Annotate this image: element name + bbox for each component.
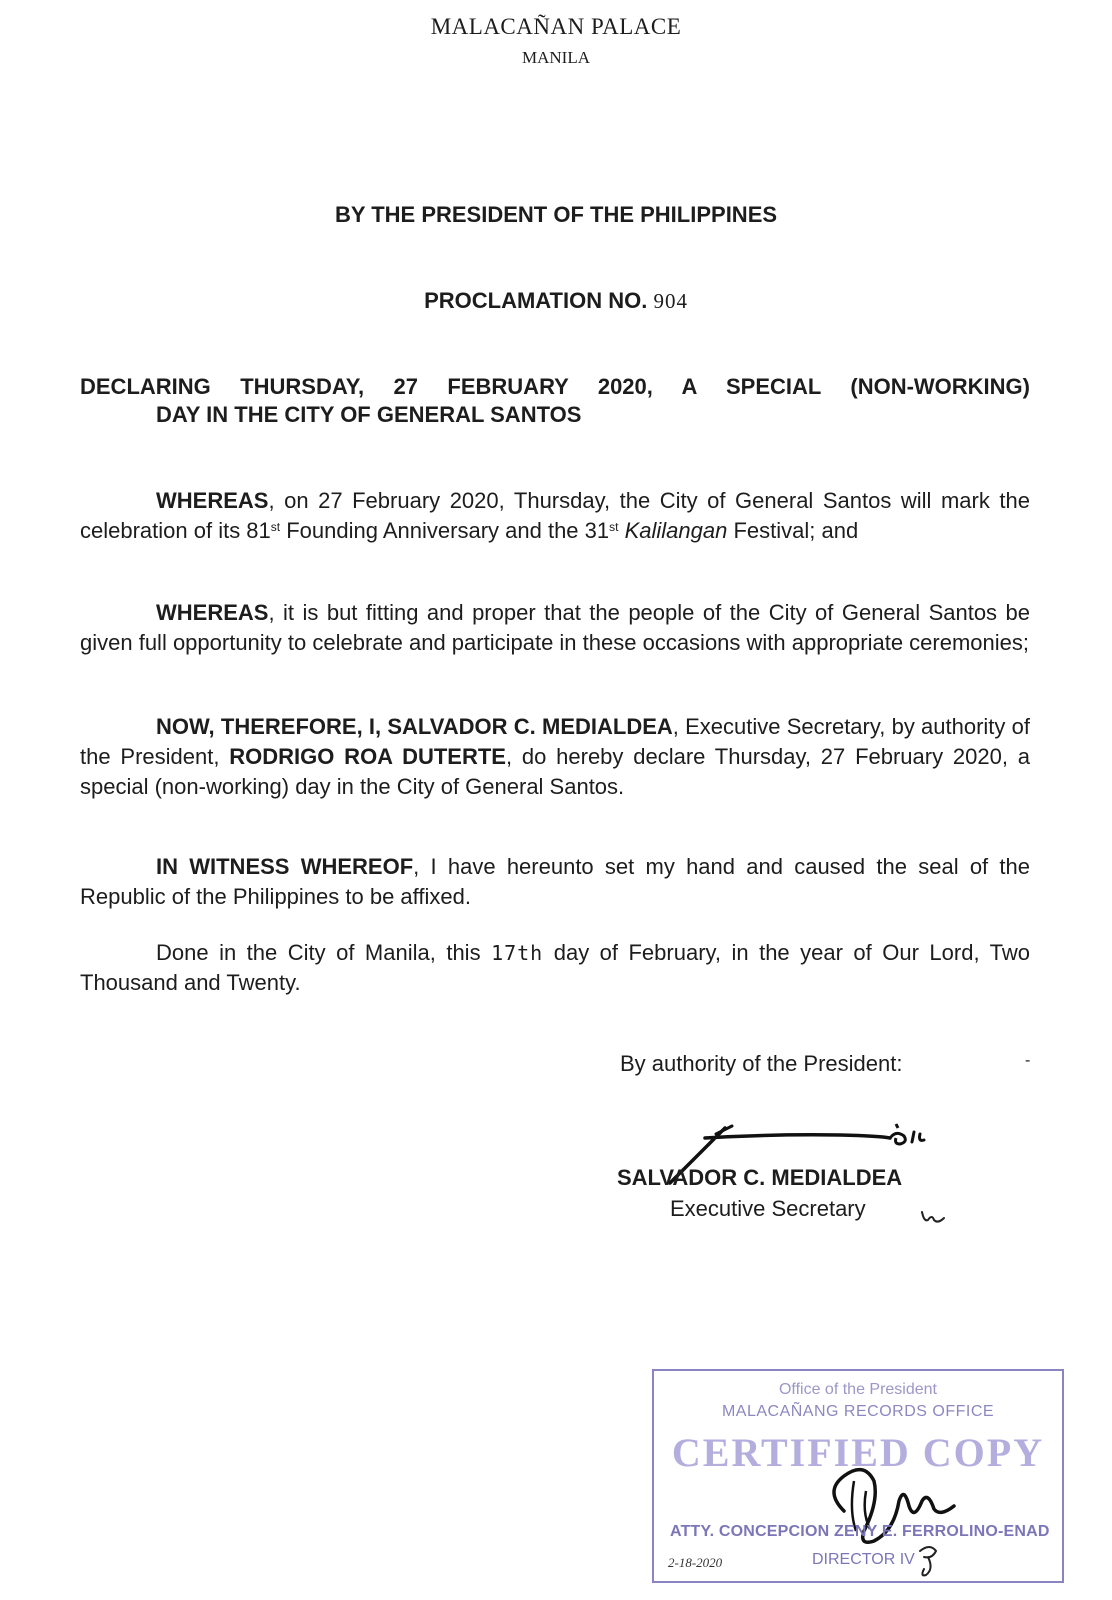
witness-lead: IN WITNESS WHEREOF bbox=[156, 854, 414, 879]
done-paragraph bbox=[80, 938, 1030, 998]
initials-mark bbox=[918, 1208, 948, 1228]
signatory-name: SALVADOR C. MEDIALDEA bbox=[617, 1165, 903, 1190]
stamp-office-line: Office of the President bbox=[778, 1381, 937, 1398]
stray-dash: - bbox=[1025, 1052, 1031, 1069]
title-line-2: DAY IN THE CITY OF GENERAL SANTOS bbox=[156, 402, 582, 427]
whereas-paragraph-2 bbox=[80, 598, 1030, 658]
whereas-paragraph-1 bbox=[80, 486, 1030, 546]
stamp-certified-copy: CERTIFIED COPY bbox=[671, 1430, 1045, 1475]
proclamation-label: PROCLAMATION NO. bbox=[424, 288, 648, 313]
title-line-1: DECLARING THURSDAY, 27 FEBRUARY 2020, A SPECIAL (NON-WORKING) bbox=[80, 374, 1030, 399]
president-name: RODRIGO ROA DUTERTE bbox=[229, 744, 506, 769]
p3-text-b: , do hereby declare Thursday, 27 February 2020, a special (non-working) day in the City of General Santos. bbox=[80, 744, 1030, 799]
witness-paragraph bbox=[80, 852, 1030, 912]
city-subheading: MANILA bbox=[522, 48, 590, 67]
stamp-date-note: 2-18-2020 bbox=[668, 1555, 723, 1570]
stamp-attorney-name: ATTY. CONCEPCION ZENY E. FERROLINO-ENAD bbox=[670, 1523, 1050, 1540]
whereas-lead-1: WHEREAS bbox=[156, 488, 269, 513]
p3-text-a: , Executive Secretary, by authority of the President, bbox=[80, 714, 1031, 769]
whereas-lead-2: WHEREAS bbox=[156, 600, 269, 625]
festival-name: Kalilangan bbox=[624, 518, 728, 543]
palace-heading: MALACAÑAN PALACE bbox=[430, 14, 682, 39]
proclamation-title bbox=[80, 374, 1030, 428]
proclamation-number-line bbox=[0, 288, 1112, 314]
stamp-records-line: MALACAÑANG RECORDS OFFICE bbox=[721, 1403, 995, 1420]
stamp-position: DIRECTOR IV bbox=[812, 1551, 915, 1568]
by-the-president-line: BY THE PRESIDENT OF THE PHILIPPINES bbox=[334, 202, 778, 227]
p1-text-b: Founding Anniversary and the 31 bbox=[280, 518, 610, 543]
stamp-initial-mark bbox=[914, 1543, 946, 1579]
now-therefore-lead: NOW, THEREFORE, I, SALVADOR C. MEDIALDEA bbox=[156, 714, 673, 739]
proclamation-number: 904 bbox=[653, 289, 688, 313]
p4-text: , I have hereunto set my hand and caused the seal of the Republic of the Philippines to be affixed. bbox=[80, 854, 1031, 909]
p1-superscript-1: st bbox=[270, 520, 281, 534]
authority-line: By authority of the President: bbox=[620, 1051, 903, 1076]
p1-text-a: , on 27 February 2020, Thursday, the City of General Santos will mark the celebration of its 81 bbox=[80, 488, 1030, 543]
p1-text-c: Festival; and bbox=[733, 518, 859, 543]
p5-text-b: day of February, in the year of Our Lord, Two Thousand and Twenty. bbox=[80, 940, 1030, 995]
p5-text-a: Done in the City of Manila, this bbox=[156, 940, 481, 965]
p1-superscript-2: st bbox=[609, 520, 619, 534]
p2-text: , it is but fitting and proper that the people of the City of General Santos be given full opportunity to celebrate and participate in these occasions with appropriate ceremonies; bbox=[80, 600, 1030, 655]
now-therefore-paragraph bbox=[80, 712, 1030, 802]
certified-copy-stamp bbox=[652, 1369, 1064, 1583]
signatory-title: Executive Secretary bbox=[670, 1196, 866, 1221]
signing-day: 17th bbox=[491, 941, 544, 965]
